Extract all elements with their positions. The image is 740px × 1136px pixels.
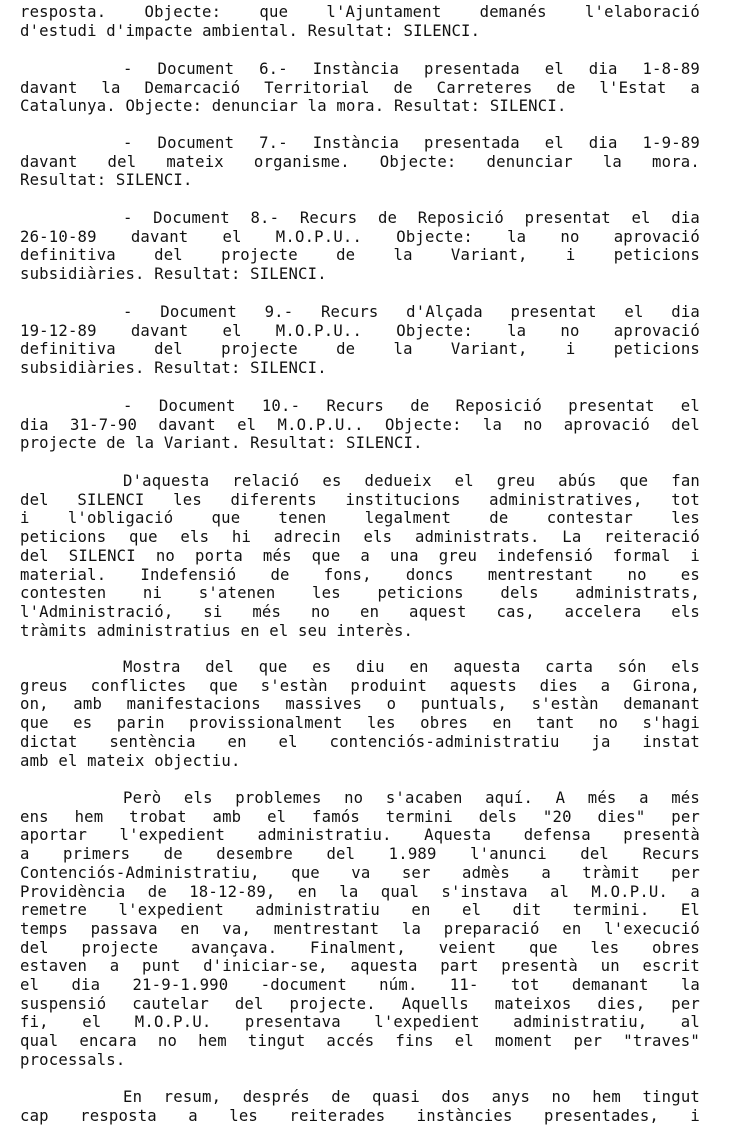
text-line: 19-12-89 davant el M.O.P.U.. Objecte: la no aprovació <box>20 321 700 340</box>
text-line: En resum, després de quasi dos anys no hem tingut <box>123 1088 700 1106</box>
text-line: dia 31-7-90 davant el M.O.P.U.. Objecte: la no aprovació del <box>20 415 700 434</box>
text-line: que es parin provissionalment les obres en tant no s'hagi <box>20 714 700 733</box>
text-line: fi, el M.O.P.U. presentava l'expedient administratiu, al <box>20 1013 700 1032</box>
text-line: - Document 6.- Instància presentada el dia 1-8-89 <box>123 60 700 78</box>
text-line: greus conflictes que s'estàn produint aquests dies a Girona, <box>20 676 700 695</box>
text-line: 26-10-89 davant el M.O.P.U.. Objecte: la no aprovació <box>20 227 700 246</box>
text-line: dictat sentència en el contenciós-administratiu ja instat <box>20 732 700 751</box>
text-line: - Document 10.- Recurs de Reposició presentat el <box>123 397 700 415</box>
text-line: definitiva del projecte de la Variant, i peticions <box>20 246 700 265</box>
text-line: subsidiàries. Resultat: SILENCI. <box>20 359 327 378</box>
text-line: d'estudi d'impacte ambiental. Resultat: SILENCI. <box>20 21 481 40</box>
text-line: estaven a punt d'iniciar-se, aquesta part presentà un escrit <box>20 957 700 976</box>
text-line: on, amb manifestacions massives o puntuals, s'estàn demanant <box>20 695 700 714</box>
text-line: contesten ni s'atenen les peticions dels administrats, <box>20 584 700 603</box>
text-line: subsidiàries. Resultat: SILENCI. <box>20 265 327 284</box>
text-line: D'aquesta relació es dedueix el greu abús que fan <box>123 472 700 490</box>
text-line: Contenciós-Administratiu, que va ser admès a tràmit per <box>20 863 700 882</box>
text-line: temps passava en va, mentrestant la preparació en l'execució <box>20 919 700 938</box>
text-line: davant la Demarcació Territorial de Carreteres de l'Estat a <box>20 78 700 97</box>
text-line: - Document 9.- Recurs d'Alçada presentat el dia <box>123 303 700 321</box>
text-line: remetre l'expedient administratiu en el dit termini. El <box>20 901 700 920</box>
text-line: del projecte avançava. Finalment, veient que les obres <box>20 938 700 957</box>
text-line: Però els problemes no s'acaben aquí. A més a més <box>123 789 700 807</box>
text-line: el dia 21-9-1.990 -document núm. 11- tot demanant la <box>20 976 700 994</box>
text-line: Providència de 18-12-89, en la qual s'instava al M.O.P.U. a <box>20 882 700 901</box>
text-line: del SILENCI no porta més que a una greu indefensió formal i <box>20 546 700 565</box>
text-line: - Document 7.- Instància presentada el dia 1-9-89 <box>123 134 700 152</box>
text-line: peticions que els hi adrecin els administrats. La reiteració <box>20 528 700 547</box>
text-line: qual encara no hem tingut accés fins el moment per "traves" <box>20 1032 700 1051</box>
text-line: i l'obligació que tenen legalment de contestar les <box>20 509 700 528</box>
text-line: a primers de desembre del 1.989 l'anunci del Recurs <box>20 845 700 864</box>
text-line: davant del mateix organisme. Objecte: denunciar la mora. <box>20 152 700 171</box>
text-line: Catalunya. Objecte: denunciar la mora. Resultat: SILENCI. <box>20 97 567 116</box>
text-line: projecte de la Variant. Resultat: SILENCI. <box>20 434 423 453</box>
text-line: - Document 8.- Recurs de Reposició presentat el dia <box>123 209 700 227</box>
text-line: tràmits administratius en el seu interès. <box>20 621 414 640</box>
text-line: processals. <box>20 1050 126 1069</box>
text-line: ens hem trobat amb el famós termini dels "20 dies" per <box>20 807 700 826</box>
text-line: del SILENCI les diferents institucions administratives, tot <box>20 490 700 509</box>
text-line: amb el mateix objectiu. <box>20 751 241 770</box>
text-line: definitiva del projecte de la Variant, i peticions <box>20 340 700 359</box>
text-line: material. Indefensió de fons, doncs mentrestant no es <box>20 565 700 584</box>
text-line: l'Administració, si més no en aquest cas, accelera els <box>20 602 700 621</box>
text-line: resposta. Objecte: que l'Ajuntament demanés l'elaboració <box>20 3 700 21</box>
text-line: cap resposta a les reiterades instàncies presentades, i <box>20 1106 700 1125</box>
text-line: suspensió cautelar del projecte. Aquells mateixos dies, per <box>20 994 700 1013</box>
text-line: aportar l'expedient administratiu. Aquesta defensa presentà <box>20 826 700 845</box>
text-line: Resultat: SILENCI. <box>20 171 193 190</box>
text-line: Mostra del que es diu en aquesta carta són els <box>123 658 700 676</box>
